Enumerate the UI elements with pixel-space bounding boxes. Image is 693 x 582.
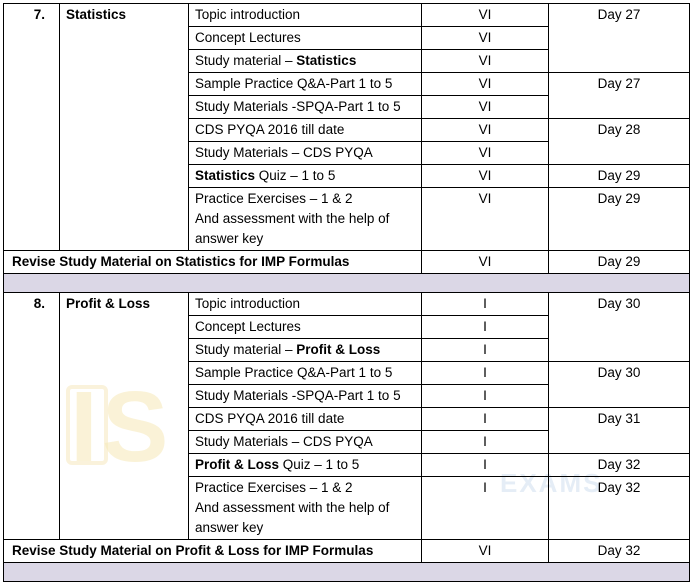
revise-text: Revise Study Material on Statistics for IMP Formulas (4, 251, 422, 274)
table-row (4, 4, 690, 27)
separator-row (4, 274, 690, 293)
semester-cell: I (422, 339, 549, 362)
semester-cell: VI (422, 119, 549, 142)
semester-cell: I (422, 454, 549, 477)
day-cell: Day 32 (549, 540, 690, 563)
activity-cell: Sample Practice Q&A-Part 1 to 5 (189, 73, 422, 96)
activity-bold: Statistics (195, 168, 256, 183)
day-cell: Day 30 (549, 293, 690, 362)
activity-cell: Study Materials – CDS PYQA (189, 431, 422, 454)
section-number: 7. (4, 4, 60, 251)
day-cell: Day 29 (549, 188, 690, 251)
activity-prefix: Study material – (195, 53, 297, 68)
activity-cell (189, 188, 422, 251)
semester-cell: VI (422, 251, 549, 274)
activity-cell: CDS PYQA 2016 till date (189, 119, 422, 142)
watermark-exams: EXAMS (500, 468, 603, 498)
semester-cell: VI (422, 188, 549, 251)
semester-cell: I (422, 385, 549, 408)
activity-line: And assessment with the help of (195, 500, 390, 515)
activity-line: Practice Exercises – 1 & 2 (195, 480, 353, 495)
semester-cell: VI (422, 142, 549, 165)
semester-cell: VI (422, 96, 549, 119)
table-row (4, 293, 690, 316)
semester-cell: VI (422, 540, 549, 563)
activity-cell: Sample Practice Q&A-Part 1 to 5 (189, 362, 422, 385)
semester-cell: I (422, 316, 549, 339)
activity-cell: Study Materials -SPQA-Part 1 to 5 (189, 96, 422, 119)
semester-cell: I (422, 408, 549, 431)
separator-row (4, 563, 690, 582)
semester-cell: I (422, 293, 549, 316)
semester-cell: VI (422, 4, 549, 27)
semester-cell: I (422, 477, 549, 540)
activity-cell (189, 339, 422, 362)
activity-line: answer key (195, 520, 264, 535)
activity-line: Practice Exercises – 1 & 2 (195, 191, 353, 206)
activity-cell: Concept Lectures (189, 27, 422, 50)
day-cell: Day 32 (549, 477, 690, 540)
activity-cell: Study Materials – CDS PYQA (189, 142, 422, 165)
semester-cell: VI (422, 73, 549, 96)
separator-cell (4, 563, 690, 582)
activity-cell: Topic introduction (189, 293, 422, 316)
section-topic: Statistics (60, 4, 189, 251)
activity-cell: Concept Lectures (189, 316, 422, 339)
section-number: 8. (4, 293, 60, 540)
day-cell: Day 28 (549, 119, 690, 165)
revise-row (4, 540, 690, 563)
day-cell: Day 29 (549, 165, 690, 188)
watermark-logo: IS (70, 371, 173, 483)
day-cell: Day 30 (549, 362, 690, 408)
activity-cell (189, 454, 422, 477)
activity-bold: Profit & Loss (195, 457, 280, 472)
day-cell: Day 27 (549, 73, 690, 119)
activity-suffix: Quiz – 1 to 5 (279, 457, 360, 472)
activity-cell (189, 165, 422, 188)
revise-text: Revise Study Material on Profit & Loss for IMP Formulas (4, 540, 422, 563)
day-cell: Day 32 (549, 454, 690, 477)
activity-prefix: Study material – (195, 342, 297, 357)
revise-row (4, 251, 690, 274)
day-cell: Day 29 (549, 251, 690, 274)
separator-cell (4, 274, 690, 293)
activity-cell: Study Materials -SPQA-Part 1 to 5 (189, 385, 422, 408)
schedule-table (3, 3, 690, 582)
semester-cell: VI (422, 165, 549, 188)
activity-suffix: Quiz – 1 to 5 (255, 168, 336, 183)
semester-cell: I (422, 362, 549, 385)
day-cell: Day 27 (549, 4, 690, 73)
semester-cell: VI (422, 50, 549, 73)
activity-bold: Profit & Loss (296, 342, 381, 357)
activity-cell: CDS PYQA 2016 till date (189, 408, 422, 431)
section-topic: Profit & Loss (60, 293, 189, 540)
activity-bold: Statistics (296, 53, 357, 68)
day-cell: Day 31 (549, 408, 690, 454)
activity-line: And assessment with the help of (195, 211, 390, 226)
activity-cell (189, 50, 422, 73)
semester-cell: I (422, 431, 549, 454)
semester-cell: VI (422, 27, 549, 50)
activity-cell (189, 477, 422, 540)
activity-cell: Topic introduction (189, 4, 422, 27)
activity-line: answer key (195, 231, 264, 246)
